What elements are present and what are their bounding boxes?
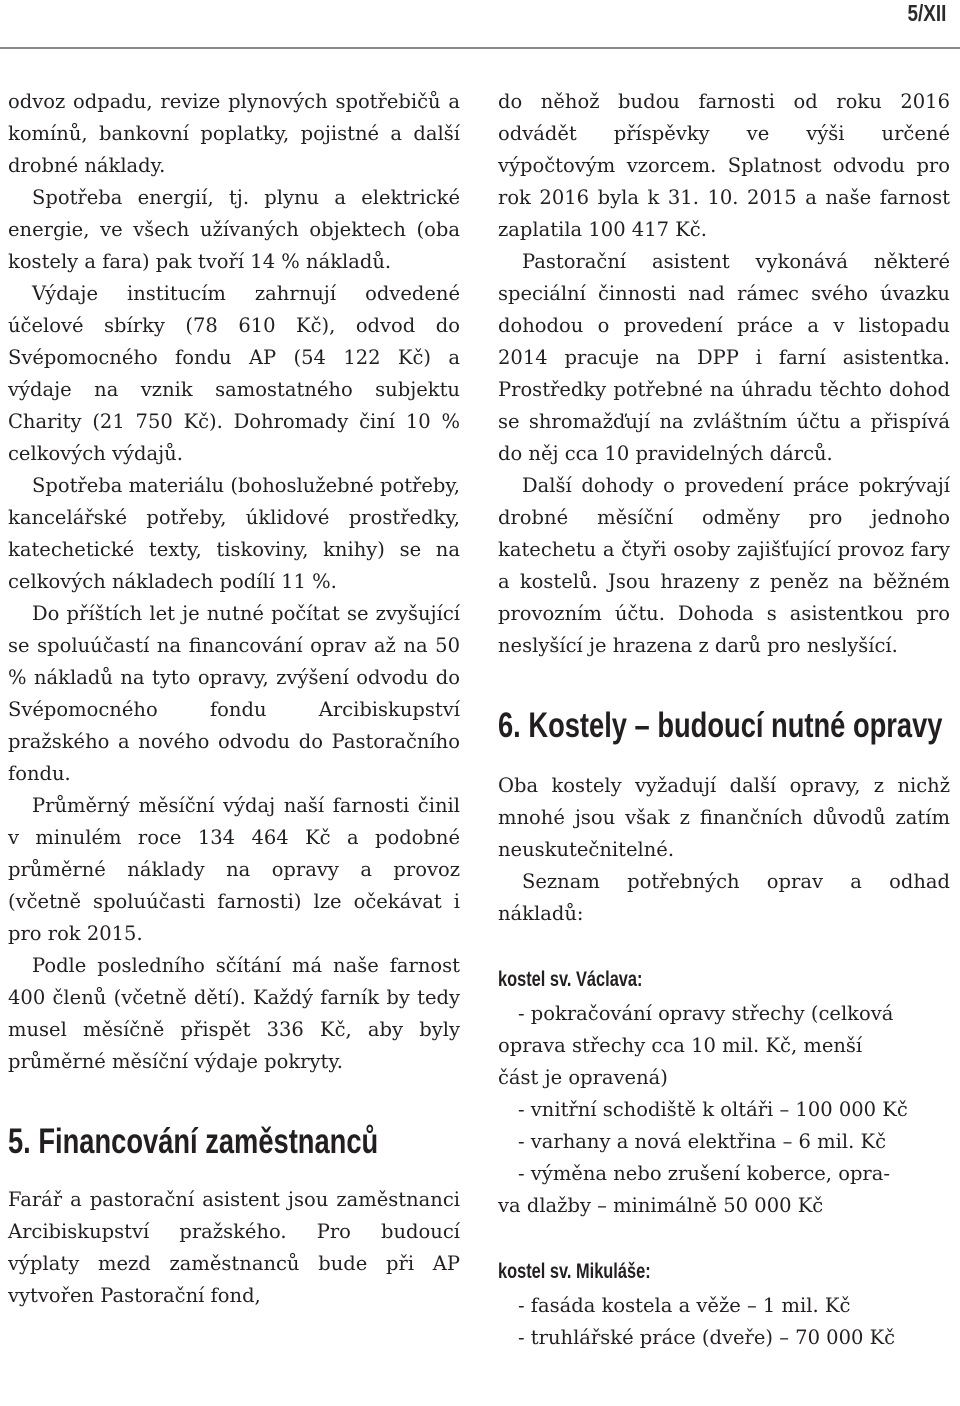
right-column (498, 86, 950, 1354)
paragraph: Průměrný měsíční výdaj naší farnosti činil v minulém roce 134 464 Kč a podobné průměrné náklady na opravy a provoz (včetně spoluúčasti farnosti) lze očekávat i pro rok 2015. (8, 794, 460, 945)
list-item: - truhlářské práce (dveře) – 70 000 Kč (518, 1326, 896, 1349)
church-heading-mikulas: kostel sv. Mikuláše: (498, 1260, 651, 1283)
paragraph: do něhož budou farnosti od roku 2016 odvádět příspěvky ve výši určené výpočtovým vzorcem. Splatnost odvodu pro rok 2016 byla k 31. 10. 2015 a naše farnost zaplatila 100 417 Kč. (498, 90, 950, 241)
paragraph: Spotřeba energií, tj. plynu a elektrické energie, ve všech užívaných objektech (oba kostely a fara) pak tvoří 14 % nákladů. (8, 186, 460, 273)
left-column (8, 86, 460, 1312)
page-number: 5/XII (907, 0, 946, 26)
paragraph: Spotřeba materiálu (bohoslužebné potřeby, kancelářské potřeby, úklidové prostředky, katechetické texty, tiskoviny, knihy) se na celkových nákladech podílí 11 %. (8, 474, 460, 593)
list-item: - vnitřní schodiště k oltáři – 100 000 Kč (518, 1098, 908, 1121)
paragraph: Další dohody o provedení práce pokrývají drobné měsíční odměny pro jednoho katechetu a čtyři osoby zajišťující provoz fary a kostelů. Jsou hrazeny z peněz na běžném provozním účtu. Dohoda s asistentkou pro neslyšící je hrazena z darů pro neslyšící. (498, 474, 950, 657)
section-heading-5: 5. Financování zaměstnanců (8, 1122, 379, 1161)
list-item: - fasáda kostela a věže – 1 mil. Kč (518, 1294, 851, 1317)
paragraph: Podle posledního sčítání má naše farnost 400 členů (včetně dětí). Každý farník by tedy musel měsíčně přispět 336 Kč, aby byly průměrné měsíční výdaje pokryty. (8, 954, 460, 1073)
list-item: - výměna nebo zrušení koberce, opra- (518, 1162, 890, 1185)
paragraph: Farář a pastorační asistent jsou zaměstnanci Arcibiskupství pražského. Pro budoucí výplaty mezd zaměstnanců bude při AP vytvořen Pastorační fond, (8, 1188, 460, 1307)
section-heading-6: 6. Kostely – budoucí nutné opravy (498, 706, 943, 745)
list-item: - varhany a nová elektřina – 6 mil. Kč (518, 1130, 886, 1153)
paragraph: Výdaje institucím zahrnují odvedené účelové sbírky (78 610 Kč), odvod do Svépomocného fondu AP (54 122 Kč) a výdaje na vznik samostatného subjektu Charity (21 750 Kč). Dohromady činí 10 % celkových výdajů. (8, 282, 460, 465)
list-item: va dlažby – minimálně 50 000 Kč (498, 1194, 824, 1217)
paragraph: Oba kostely vyžadují další opravy, z nichž mnohé jsou však z finančních důvodů zatím neuskutečnitelné. (498, 774, 950, 861)
paragraph: Do příštích let je nutné počítat se zvyšující se spoluúčastí na financování oprav až na 50 % nákladů na tyto opravy, zvýšení odvodu do Svépomocného fondu Arcibiskupství pražského a nového odvodu do Pastoračního fondu. (8, 602, 460, 785)
header-rule (0, 47, 960, 49)
paragraph: Pastorační asistent vykonává některé speciální činnosti nad rámec svého úvazku dohodou o provedení práce a v listopadu 2014 pracuje na DPP i farní asistentka. Prostředky potřebné na úhradu těchto dohod se shromažďují na zvláštním účtu a přispívá do něj cca 10 pravidelných dárců. (498, 250, 950, 465)
paragraph: odvoz odpadu, revize plynových spotřebičů a komínů, bankovní poplatky, pojistné a další drobné náklady. (8, 90, 460, 177)
list-item: oprava střechy cca 10 mil. Kč, menší (498, 1034, 863, 1057)
paragraph: Seznam potřebných oprav a odhad nákladů: (498, 870, 950, 925)
church-heading-vaclav: kostel sv. Václava: (498, 968, 643, 991)
list-item: - pokračování opravy střechy (celková (518, 1002, 894, 1025)
list-item: část je opravená) (498, 1066, 668, 1089)
